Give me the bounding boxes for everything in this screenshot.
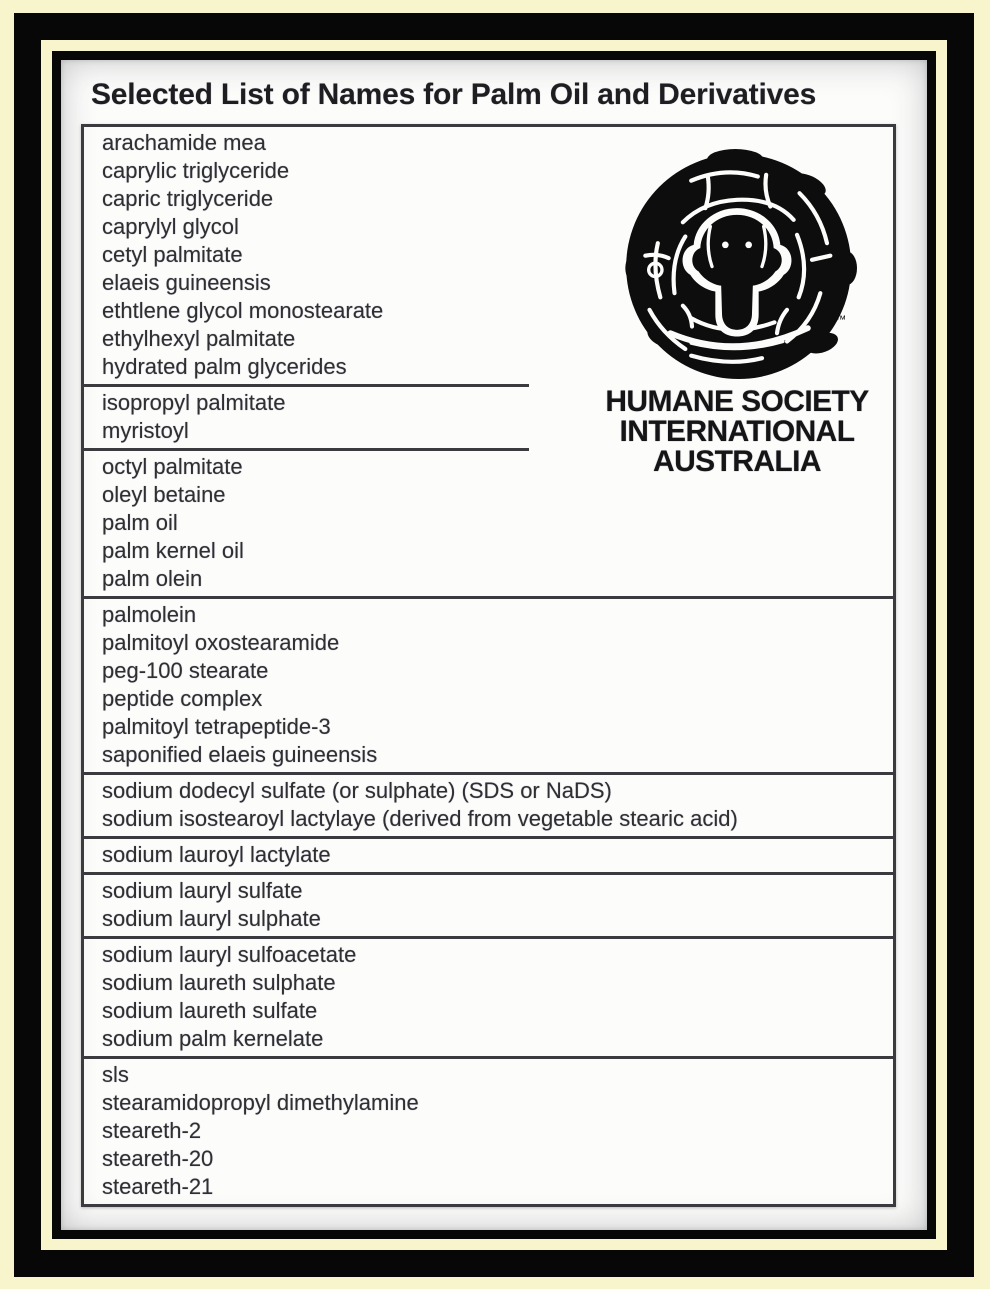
list-item: capric triglyceride	[102, 186, 274, 211]
list-item: palmolein	[102, 602, 197, 627]
list-item: hydrated palm glycerides	[102, 354, 347, 379]
list-item: elaeis guineensis	[102, 270, 271, 295]
table-section-8	[84, 939, 893, 1056]
table-section-6	[84, 839, 893, 872]
list-item: myristoyl	[102, 418, 189, 443]
list-item: sodium laureth sulfate	[102, 998, 318, 1023]
org-name-line-1: HUMANE SOCIETY	[605, 385, 869, 418]
list-item: steareth-2	[102, 1118, 202, 1143]
outer-black-frame	[14, 13, 974, 1277]
list-item: palm oil	[102, 510, 178, 535]
list-item: ethylhexyl palmitate	[102, 326, 296, 351]
list-item: caprylic triglyceride	[102, 158, 290, 183]
list-item: arachamide mea	[102, 130, 266, 155]
table-section-5	[84, 775, 893, 836]
list-item: palm kernel oil	[102, 538, 244, 563]
org-name-line-3: AUSTRALIA	[653, 445, 821, 478]
list-item: sls	[102, 1062, 129, 1087]
list-item: steareth-20	[102, 1146, 214, 1171]
list-item: saponified elaeis guineensis	[102, 742, 378, 767]
list-item: octyl palmitate	[102, 454, 243, 479]
list-item: palmitoyl tetrapeptide-3	[102, 714, 331, 739]
document-title: Selected List of Names for Palm Oil and Derivatives	[91, 78, 817, 111]
org-name-line-2: INTERNATIONAL	[619, 415, 855, 448]
list-item: cetyl palmitate	[102, 242, 243, 267]
org-name	[562, 387, 912, 477]
table-section-7	[84, 875, 893, 936]
list-item: sodium palm kernelate	[102, 1026, 324, 1051]
list-item: peg-100 stearate	[102, 658, 269, 683]
trademark-symbol: ™	[835, 314, 847, 327]
list-item: ethtlene glycol monostearate	[102, 298, 384, 323]
inner-black-frame	[52, 51, 936, 1239]
list-item: sodium isostearoyl lactylaye (derived from vegetable stearic acid)	[102, 806, 738, 831]
table-section-9	[84, 1059, 893, 1204]
list-item: sodium dodecyl sulfate (or sulphate) (SDS or NaDS)	[102, 778, 612, 803]
list-item: sodium lauroyl lactylate	[102, 842, 331, 867]
table-section-4	[84, 599, 893, 772]
list-item: peptide complex	[102, 686, 263, 711]
list-item: palmitoyl oxostearamide	[102, 630, 340, 655]
list-item: sodium lauryl sulphate	[102, 906, 321, 931]
list-item: isopropyl palmitate	[102, 390, 286, 415]
list-item: stearamidopropyl dimethylamine	[102, 1090, 419, 1115]
list-item: sodium laureth sulphate	[102, 970, 336, 995]
list-item: oleyl betaine	[102, 482, 226, 507]
animal-globe-icon	[612, 143, 862, 385]
palm-oil-names-table	[81, 124, 896, 1207]
list-item: palm olein	[102, 566, 203, 591]
list-item: steareth-21	[102, 1174, 214, 1199]
hsi-logo	[562, 143, 912, 477]
list-item: caprylyl glycol	[102, 214, 239, 239]
document-paper	[61, 60, 927, 1230]
list-item: sodium lauryl sulfate	[102, 878, 303, 903]
list-item: sodium lauryl sulfoacetate	[102, 942, 357, 967]
cream-mat	[41, 40, 947, 1250]
